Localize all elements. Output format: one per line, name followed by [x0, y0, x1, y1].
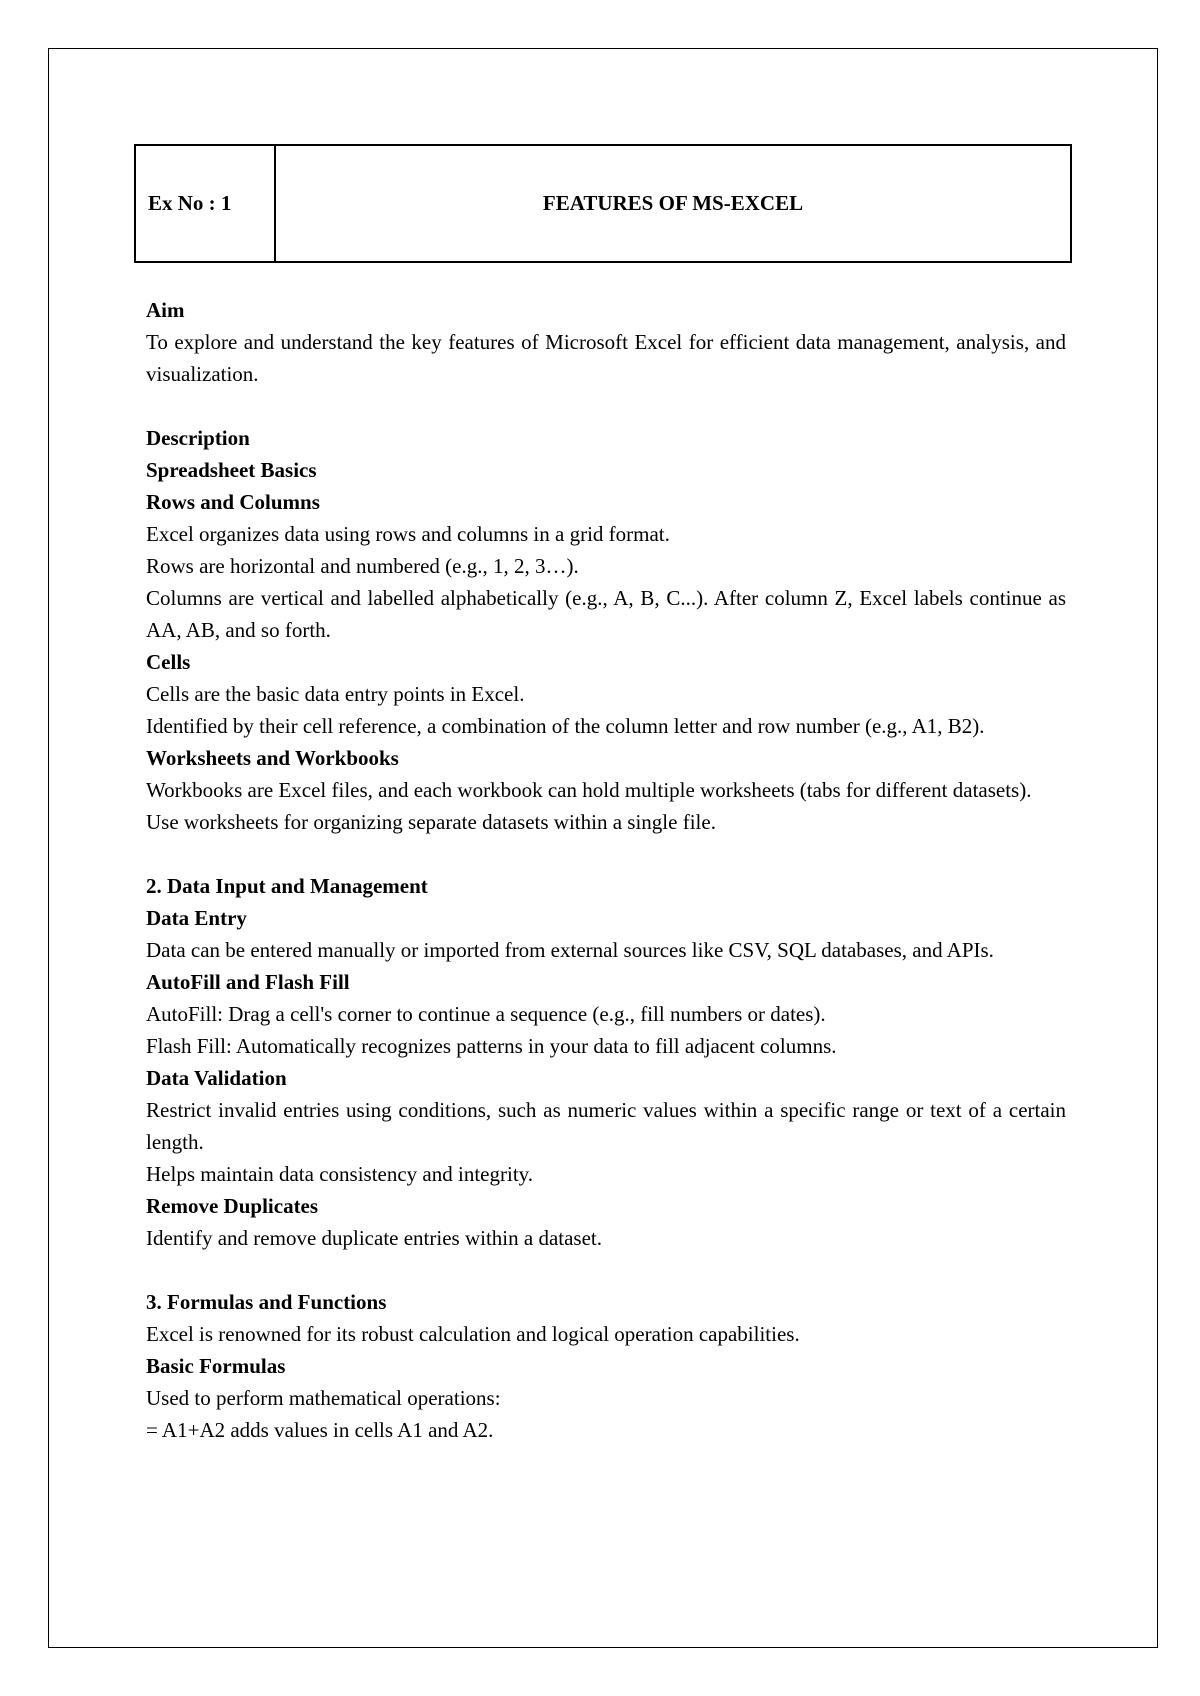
spacer	[146, 390, 1066, 422]
paragraph: = A1+A2 adds values in cells A1 and A2.	[146, 1418, 494, 1442]
cells-heading: Cells	[146, 650, 191, 674]
document-body	[146, 294, 1066, 1446]
paragraph: Used to perform mathematical operations:	[146, 1386, 501, 1410]
data-entry-heading: Data Entry	[146, 906, 247, 930]
paragraph: Restrict invalid entries using conditions, such as numeric values within a specific range or text of a certain length.	[146, 1098, 1066, 1154]
aim-heading: Aim	[146, 298, 185, 322]
header-table	[134, 144, 1072, 263]
basic-formulas-heading: Basic Formulas	[146, 1354, 286, 1378]
paragraph: Cells are the basic data entry points in Excel.	[146, 682, 525, 706]
paragraph: AutoFill: Drag a cell's corner to continue a sequence (e.g., fill numbers or dates).	[146, 1002, 826, 1026]
worksheets-heading: Worksheets and Workbooks	[146, 746, 399, 770]
rows-columns-heading: Rows and Columns	[146, 490, 320, 514]
autofill-heading: AutoFill and Flash Fill	[146, 970, 350, 994]
paragraph: Identified by their cell reference, a combination of the column letter and row number (e.g., A1, B2).	[146, 714, 985, 738]
section-3-heading: 3. Formulas and Functions	[146, 1290, 387, 1314]
spreadsheet-basics-heading: Spreadsheet Basics	[146, 458, 317, 482]
exercise-title: FEATURES OF MS-EXCEL	[542, 191, 804, 215]
paragraph: Identify and remove duplicate entries within a dataset.	[146, 1226, 603, 1250]
aim-text: To explore and understand the key features of Microsoft Excel for efficient data management, analysis, and visualization.	[146, 330, 1066, 386]
spacer	[146, 838, 1066, 870]
data-validation-heading: Data Validation	[146, 1066, 287, 1090]
section-2-heading: 2. Data Input and Management	[146, 874, 428, 898]
paragraph: Rows are horizontal and numbered (e.g., 1, 2, 3…).	[146, 554, 579, 578]
paragraph: Flash Fill: Automatically recognizes patterns in your data to fill adjacent columns.	[146, 1034, 837, 1058]
spacer	[146, 1254, 1066, 1286]
paragraph: Columns are vertical and labelled alphabetically (e.g., A, B, C...). After column Z, Excel labels continue as AA, AB, and so forth.	[146, 586, 1066, 642]
paragraph: Data can be entered manually or imported from external sources like CSV, SQL databases, and APIs.	[146, 938, 994, 962]
paragraph: Helps maintain data consistency and integrity.	[146, 1162, 534, 1186]
description-heading: Description	[146, 426, 250, 450]
paragraph: Excel organizes data using rows and columns in a grid format.	[146, 522, 670, 546]
exercise-number: Ex No : 1	[136, 146, 276, 261]
paragraph: Use worksheets for organizing separate datasets within a single file.	[146, 810, 716, 834]
remove-duplicates-heading: Remove Duplicates	[146, 1194, 319, 1218]
paragraph: Excel is renowned for its robust calculation and logical operation capabilities.	[146, 1322, 800, 1346]
paragraph: Workbooks are Excel files, and each workbook can hold multiple worksheets (tabs for different datasets).	[146, 778, 1032, 802]
